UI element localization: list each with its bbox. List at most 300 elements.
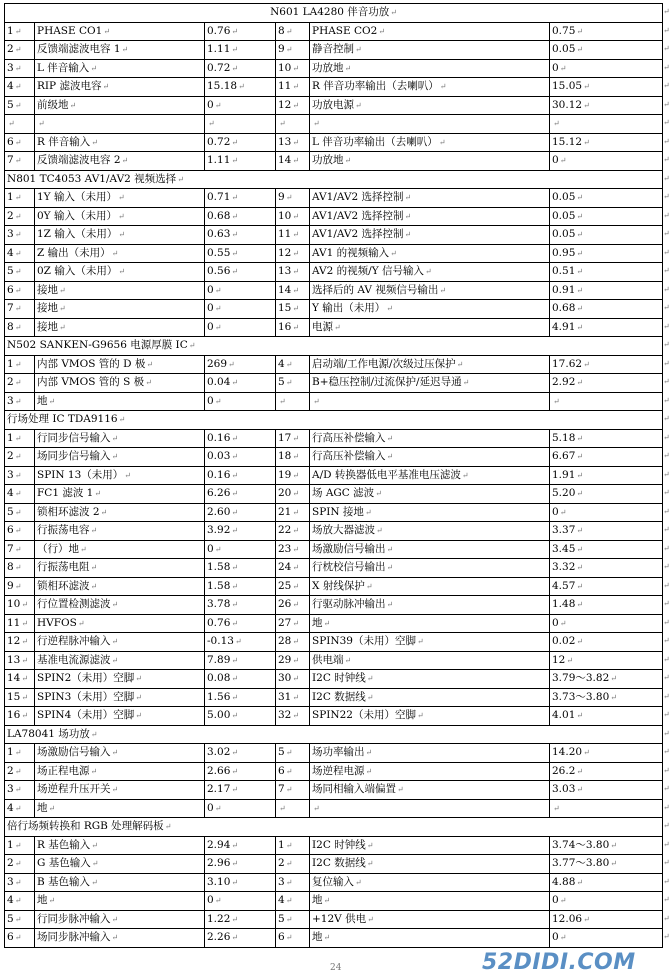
cell-voltage: [205, 744, 276, 763]
cell-function: [310, 355, 550, 374]
cell-mark: ↵: [292, 637, 300, 646]
cell-text: 1: [278, 838, 285, 851]
cell-function: [310, 392, 550, 411]
cell-mark: ↵: [14, 803, 22, 813]
cell-voltage: [550, 614, 663, 633]
cell-text: 0.02: [552, 635, 576, 647]
cell-text: 0.71: [207, 191, 231, 203]
cell-mark: ↵: [292, 230, 300, 239]
cell-text: 基准电流源滤波: [37, 653, 111, 666]
cell-text: 行高压补偿输入: [312, 431, 386, 444]
paragraph-mark: ↵: [90, 729, 98, 739]
cell-text: 1.56: [207, 690, 231, 703]
row-end-mark: ↵: [663, 284, 670, 294]
cell-text: 0.05: [552, 43, 576, 55]
cell-mark: ↵: [355, 45, 362, 54]
cell-text: 10: [278, 209, 292, 222]
cell-mark: ↵: [14, 267, 22, 276]
cell-text: 启动端/工作电源/次级过压保护: [312, 357, 456, 370]
cell-function: [310, 707, 550, 726]
cell-mark: ↵: [559, 507, 567, 517]
cell-mark: ↵: [583, 914, 590, 924]
table-row: [5, 355, 663, 374]
cell-text: 4: [7, 246, 14, 259]
cell-text: 4: [278, 357, 285, 370]
cell-mark: ↵: [14, 859, 22, 868]
cell-mark: ↵: [231, 63, 239, 73]
cell-pin: [5, 115, 35, 134]
cell-voltage: [205, 429, 276, 448]
cell-text: 12.06: [552, 912, 583, 925]
cell-mark: ↵: [355, 100, 362, 110]
table-row: [5, 670, 663, 689]
cell-text: 15.18: [207, 80, 238, 92]
row-end-mark: ↵: [663, 543, 670, 553]
cell-text: 14: [278, 283, 292, 296]
cell-function: [310, 300, 550, 319]
cell-text: 0.03: [207, 450, 231, 462]
cell-text: 2.94: [207, 838, 231, 851]
cell-mark: ↵: [576, 785, 584, 794]
cell-text: 30: [278, 672, 292, 684]
cell-voltage: [550, 688, 663, 707]
cell-pin: [5, 244, 35, 263]
cell-mark: ↵: [576, 581, 584, 591]
cell-voltage: [205, 910, 276, 929]
cell-mark: ↵: [14, 840, 22, 850]
cell-function: [310, 929, 550, 948]
cell-text: 14: [278, 154, 292, 166]
cell-mark: ↵: [228, 359, 235, 369]
cell-mark: ↵: [576, 452, 584, 461]
cell-voltage: [205, 762, 276, 781]
table-row: [5, 392, 663, 411]
cell-pin: [276, 300, 310, 319]
cell-mark: ↵: [14, 45, 22, 54]
cell-function: [310, 22, 550, 41]
cell-pin: [5, 873, 35, 892]
cell-function: [35, 466, 205, 485]
cell-text: G 基色输入: [37, 857, 91, 869]
cell-mark: ↵: [14, 433, 22, 443]
cell-mark: ↵: [323, 896, 331, 905]
pin-voltage-table: [4, 3, 663, 948]
cell-pin: [276, 152, 310, 171]
cell-text: 0.05: [552, 209, 576, 222]
cell-pin: [276, 688, 310, 707]
cell-voltage: [205, 374, 276, 393]
cell-mark: ↵: [313, 803, 320, 813]
cell-mark: ↵: [355, 877, 362, 887]
cell-mark: ↵: [559, 63, 567, 73]
cell-mark: ↵: [292, 452, 300, 461]
cell-text: 6: [278, 931, 285, 943]
table-row: [5, 577, 663, 596]
cell-mark: ↵: [439, 285, 447, 295]
cell-text: 0Y 输入（未用）: [37, 209, 117, 222]
section-title-text: N502 SANKEN-G9656 电源厚膜 IC: [7, 339, 188, 351]
cell-text: 地: [37, 894, 48, 906]
cell-text: 15: [278, 302, 292, 314]
cell-pin: [276, 559, 310, 578]
cell-mark: ↵: [576, 304, 584, 313]
cell-text: 地: [312, 616, 323, 629]
cell-mark: ↵: [576, 211, 584, 221]
cell-function: [35, 522, 205, 541]
cell-text: 0: [207, 394, 214, 407]
cell-mark: ↵: [559, 156, 567, 165]
cell-mark: ↵: [313, 119, 320, 128]
cell-text: 地: [312, 931, 323, 943]
cell-voltage: [205, 855, 276, 874]
cell-mark: ↵: [292, 692, 300, 702]
cell-text: 26: [278, 598, 292, 610]
section-header: [5, 170, 663, 189]
cell-mark: ↵: [292, 544, 300, 554]
cell-text: 1.22: [207, 912, 231, 925]
cell-function: [35, 226, 205, 245]
cell-mark: ↵: [366, 674, 374, 683]
cell-text: 0.16: [207, 468, 231, 481]
cell-text: 内部 VMOS 管的 S 极: [37, 376, 145, 388]
cell-function: [35, 429, 205, 448]
cell-mark: ↵: [559, 933, 567, 942]
cell-mark: ↵: [576, 230, 584, 239]
row-end-mark: ↵: [663, 562, 670, 571]
row-end-mark: ↵: [663, 136, 670, 146]
cell-text: 9: [278, 191, 285, 203]
cell-pin: [276, 707, 310, 726]
cell-text: 0: [552, 61, 559, 74]
cell-text: 行位置检测滤波: [37, 598, 111, 610]
cell-mark: ↵: [14, 248, 22, 258]
cell-mark: ↵: [118, 230, 126, 239]
cell-text: 19: [278, 468, 292, 481]
cell-mark: ↵: [14, 322, 22, 332]
cell-mark: ↵: [292, 489, 300, 498]
cell-text: 15: [7, 690, 21, 703]
cell-voltage: [205, 244, 276, 263]
cell-voltage: [550, 522, 663, 541]
cell-mark: ↵: [576, 378, 584, 387]
cell-mark: ↵: [404, 193, 412, 202]
cell-function: [310, 596, 550, 615]
cell-text: PHASE CO1: [37, 24, 103, 37]
cell-pin: [276, 189, 310, 208]
cell-mark: ↵: [111, 785, 119, 794]
table-row: [5, 244, 663, 263]
cell-pin: [276, 744, 310, 763]
cell-mark: ↵: [90, 581, 98, 591]
cell-mark: ↵: [386, 563, 394, 572]
cell-voltage: [205, 115, 276, 134]
row-end-mark: ↵: [663, 432, 670, 442]
cell-mark: ↵: [103, 26, 111, 36]
cell-mark: ↵: [145, 378, 152, 387]
cell-mark: ↵: [576, 267, 584, 276]
cell-function: [35, 929, 205, 948]
cell-mark: ↵: [14, 544, 22, 554]
cell-pin: [276, 281, 310, 300]
cell-voltage: [550, 633, 663, 652]
cell-text: I2C 数据线: [312, 857, 366, 869]
row-end-mark: ↵: [663, 62, 670, 72]
cell-pin: [276, 392, 310, 411]
table-row: [5, 873, 663, 892]
cell-mark: ↵: [94, 489, 102, 498]
cell-pin: [276, 522, 310, 541]
cell-mark: ↵: [14, 100, 22, 110]
section-title-text: N601 LA4280 伴音功放: [270, 6, 390, 18]
row-end-mark: ↵: [663, 488, 670, 497]
cell-text: 0: [552, 505, 559, 518]
cell-text: SPIN2（未用）空脚: [37, 672, 135, 684]
cell-mark: ↵: [14, 378, 22, 387]
cell-mark: ↵: [231, 711, 239, 720]
cell-mark: ↵: [80, 544, 87, 554]
cell-voltage: [205, 466, 276, 485]
cell-mark: ↵: [111, 655, 119, 665]
cell-text: 5: [7, 265, 14, 277]
cell-mark: ↵: [292, 267, 300, 276]
cell-mark: ↵: [90, 563, 98, 572]
cell-pin: [276, 22, 310, 41]
cell-voltage: [550, 540, 663, 559]
cell-text: 23: [278, 542, 292, 555]
table-row: [5, 485, 663, 504]
cell-text: AV1/AV2 选择控制: [312, 209, 404, 222]
cell-mark: ↵: [111, 248, 119, 258]
cell-text: 4: [278, 894, 285, 906]
cell-mark: ↵: [121, 45, 129, 54]
cell-mark: ↵: [292, 156, 300, 165]
cell-text: （行）地: [37, 542, 79, 555]
section-title-text: 倍行场频转换和 RGB 处理解码板: [7, 820, 164, 832]
cell-function: [310, 873, 550, 892]
cell-voltage: [550, 429, 663, 448]
cell-voltage: [205, 836, 276, 855]
cell-mark: ↵: [404, 230, 412, 239]
cell-mark: ↵: [285, 766, 293, 776]
cell-voltage: [205, 707, 276, 726]
cell-mark: ↵: [231, 526, 239, 535]
cell-mark: ↵: [214, 803, 222, 813]
cell-text: 2.17: [207, 783, 231, 795]
cell-pin: [276, 614, 310, 633]
cell-mark: ↵: [91, 877, 98, 887]
cell-function: [35, 670, 205, 689]
cell-mark: ↵: [285, 840, 293, 850]
cell-text: 场激励信号输入: [37, 746, 111, 758]
cell-pin: [5, 540, 35, 559]
cell-function: [310, 614, 550, 633]
cell-function: [310, 651, 550, 670]
row-end-mark: ↵: [663, 784, 670, 793]
cell-pin: [5, 78, 35, 97]
cell-text: 13: [7, 653, 21, 666]
cell-text: 0.68: [207, 209, 231, 222]
cell-text: 1: [7, 191, 14, 203]
cell-text: 0.91: [552, 283, 576, 296]
cell-text: 3.02: [207, 746, 231, 758]
cell-mark: ↵: [231, 600, 239, 609]
cell-text: 2.60: [207, 505, 231, 518]
cell-pin: [5, 892, 35, 911]
cell-function: [35, 485, 205, 504]
cell-text: 13: [278, 135, 292, 148]
paragraph-mark: ↵: [118, 415, 126, 424]
cell-function: [35, 96, 205, 115]
cell-text: 9: [7, 579, 14, 592]
cell-pin: [5, 300, 35, 319]
cell-text: 0: [207, 542, 214, 555]
cell-mark: ↵: [285, 748, 293, 757]
cell-text: 0.55: [207, 246, 231, 259]
cell-text: 3.45: [552, 542, 576, 555]
table-row: [5, 96, 663, 115]
cell-text: 11: [7, 616, 21, 629]
row-end-mark: ↵: [663, 414, 670, 423]
cell-text: 0: [552, 931, 559, 943]
cell-mark: ↵: [231, 674, 239, 683]
cell-text: 2: [7, 764, 14, 777]
row-end-mark: ↵: [663, 303, 670, 312]
cell-text: 2.96: [207, 857, 231, 869]
cell-mark: ↵: [397, 785, 404, 794]
cell-function: [35, 318, 205, 337]
cell-text: 1Z 输入（未用）: [37, 228, 118, 240]
cell-voltage: [550, 115, 663, 134]
cell-voltage: [205, 651, 276, 670]
cell-text: 5: [278, 912, 285, 925]
table-row: [5, 707, 663, 726]
table-row: [5, 633, 663, 652]
cell-function: [35, 651, 205, 670]
row-end-mark: ↵: [663, 99, 670, 109]
cell-pin: [5, 707, 35, 726]
cell-text: 场放大器滤波: [312, 524, 375, 536]
cell-text: 1Y 输入（未用）: [37, 191, 117, 203]
cell-text: 0: [207, 320, 214, 333]
cell-text: SPIN39（未用）空脚: [312, 635, 416, 647]
row-end-mark: ↵: [663, 210, 670, 220]
cell-text: 0.76: [207, 24, 231, 37]
cell-text: 17.62: [552, 357, 583, 370]
cell-text: 行逆程脉冲输入: [37, 635, 111, 647]
cell-function: [35, 688, 205, 707]
cell-text: 27: [278, 616, 292, 629]
cell-mark: ↵: [285, 45, 293, 54]
cell-mark: ↵: [344, 655, 352, 665]
cell-voltage: [205, 41, 276, 60]
cell-text: 15.12: [552, 135, 583, 148]
cell-pin: [5, 466, 35, 485]
cell-text: FC1 滤波 1: [37, 487, 94, 499]
paragraph-mark: ↵: [177, 174, 184, 184]
cell-function: [35, 281, 205, 300]
cell-function: [310, 189, 550, 208]
table-row: [5, 540, 663, 559]
cell-text: 1.11: [207, 43, 231, 55]
cell-function: [35, 503, 205, 522]
cell-mark: ↵: [438, 137, 446, 147]
cell-mark: ↵: [576, 433, 584, 443]
cell-mark: ↵: [48, 803, 56, 813]
cell-text: 6: [7, 283, 14, 296]
cell-text: 5: [7, 98, 14, 111]
cell-text: I2C 时钟线: [312, 672, 366, 684]
cell-text: 地: [312, 894, 323, 906]
cell-function: [310, 263, 550, 282]
cell-function: [35, 762, 205, 781]
cell-pin: [276, 448, 310, 467]
cell-function: [310, 133, 550, 152]
cell-function: [310, 244, 550, 263]
cell-text: 3.77～3.80: [552, 857, 610, 869]
cell-text: 12: [552, 653, 566, 666]
table-row: [5, 762, 663, 781]
cell-mark: ↵: [117, 193, 125, 202]
cell-mark: ↵: [14, 748, 22, 757]
cell-text: 10: [7, 598, 21, 610]
cell-mark: ↵: [334, 322, 341, 332]
cell-mark: ↵: [416, 711, 424, 720]
cell-voltage: [550, 300, 663, 319]
cell-text: 接地: [37, 320, 58, 333]
cell-text: 地: [37, 394, 48, 407]
cell-text: 1: [7, 357, 14, 370]
table-row: [5, 892, 663, 911]
cell-mark: ↵: [583, 100, 590, 110]
cell-text: 内部 VMOS 管的 D 极: [37, 357, 146, 370]
cell-voltage: [550, 485, 663, 504]
cell-mark: ↵: [231, 452, 239, 461]
cell-mark: ↵: [576, 470, 584, 480]
cell-function: [35, 892, 205, 911]
section-header: [5, 411, 663, 430]
cell-pin: [5, 133, 35, 152]
cell-text: 11: [278, 80, 292, 92]
cell-text: 0: [207, 894, 214, 906]
cell-text: 场逆程电源: [312, 764, 365, 777]
cell-text: 反馈端滤波电容 2: [37, 154, 121, 166]
table-row: [5, 651, 663, 670]
cell-voltage: [205, 318, 276, 337]
cell-text: 锁相环滤波 2: [37, 505, 100, 518]
cell-text: 7: [7, 542, 14, 555]
cell-mark: ↵: [231, 230, 239, 239]
cell-voltage: [205, 485, 276, 504]
cell-mark: ↵: [366, 840, 374, 850]
cell-voltage: [550, 152, 663, 171]
cell-mark: ↵: [21, 692, 29, 702]
cell-mark: ↵: [14, 211, 22, 221]
cell-mark: ↵: [386, 433, 394, 443]
cell-text: 3: [278, 875, 285, 888]
cell-mark: ↵: [14, 785, 22, 794]
cell-pin: [5, 189, 35, 208]
cell-pin: [5, 596, 35, 615]
cell-mark: ↵: [111, 433, 119, 443]
cell-text: 1.58: [207, 579, 231, 592]
row-end-mark: ↵: [663, 747, 670, 756]
cell-pin: [276, 115, 310, 134]
cell-voltage: [550, 596, 663, 615]
table-row: [5, 429, 663, 448]
section-title: [5, 725, 663, 744]
cell-function: [310, 762, 550, 781]
cell-pin: [5, 374, 35, 393]
